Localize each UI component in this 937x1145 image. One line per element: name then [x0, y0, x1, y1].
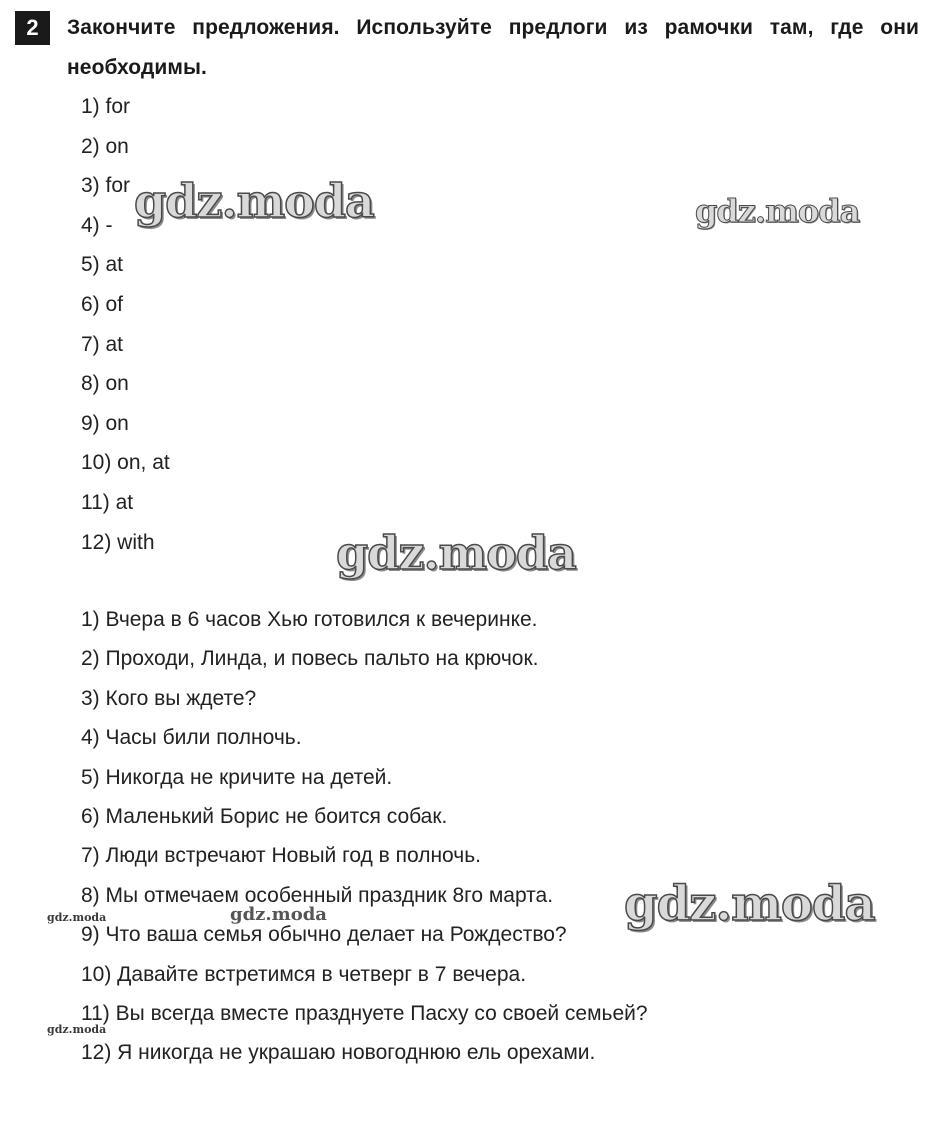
watermark-logo: gdz.moda: [624, 876, 875, 932]
answer-item: 6) of: [81, 292, 124, 316]
watermark-logo: gdz.moda: [695, 192, 860, 230]
answer-item: 2) on: [81, 134, 129, 158]
answer-item: 1) for: [81, 95, 131, 118]
answer-item: 11) at: [81, 490, 134, 514]
translations-list: [81, 600, 648, 1073]
translation-item: 3) Кого вы ждете?: [81, 686, 257, 710]
translation-item: 5) Никогда не кричите на детей.: [81, 765, 393, 789]
answer-item: 5) at: [81, 253, 124, 277]
translation-item: 6) Маленький Борис не боится собак.: [81, 804, 448, 828]
answer-item: 4) -: [81, 213, 113, 237]
answer-item: 12) with: [81, 530, 155, 554]
translation-item: 2) Проходи, Линда, и повесь пальто на крючок.: [81, 647, 539, 671]
translation-item: 4) Часы били полночь.: [81, 726, 302, 750]
translation-item: 11) Вы всегда вместе празднуете Пасху со своей семьей?: [81, 1001, 648, 1025]
translation-item: 9) Что ваша семья обычно делает на Рождество?: [81, 923, 567, 947]
watermark-logo-small: gdz.moda: [47, 1023, 107, 1036]
answer-item: 3) for: [81, 174, 131, 198]
watermark-logo-small: gdz.moda: [47, 911, 107, 924]
translation-item: 7) Люди встречают Новый год в полночь.: [81, 844, 481, 868]
translation-item: 8) Мы отмечаем особенный праздник 8го марта.: [81, 883, 554, 907]
translation-item: 12) Я никогда не украшаю новогоднюю ель орехами.: [81, 1041, 596, 1065]
watermark-logo-small: gdz.moda: [230, 904, 327, 925]
watermark-logo: gdz.moda: [336, 526, 576, 580]
watermark-logo: gdz.moda: [134, 174, 374, 228]
answers-list: [81, 87, 170, 562]
translation-item: 1) Вчера в 6 часов Хью готовился к вечеринке.: [81, 608, 538, 631]
answer-item: 8) on: [81, 372, 129, 396]
translation-item: 10) Давайте встретимся в четверг в 7 вечера.: [81, 962, 527, 986]
task-number-badge: 2: [15, 11, 50, 45]
answer-item: 7) at: [81, 332, 124, 356]
answer-item: 10) on, at: [81, 451, 170, 475]
task-instruction: Закончите предложения. Используйте предлоги из рамочки там, где они необходимы.: [67, 16, 919, 79]
answer-item: 9) on: [81, 411, 129, 435]
